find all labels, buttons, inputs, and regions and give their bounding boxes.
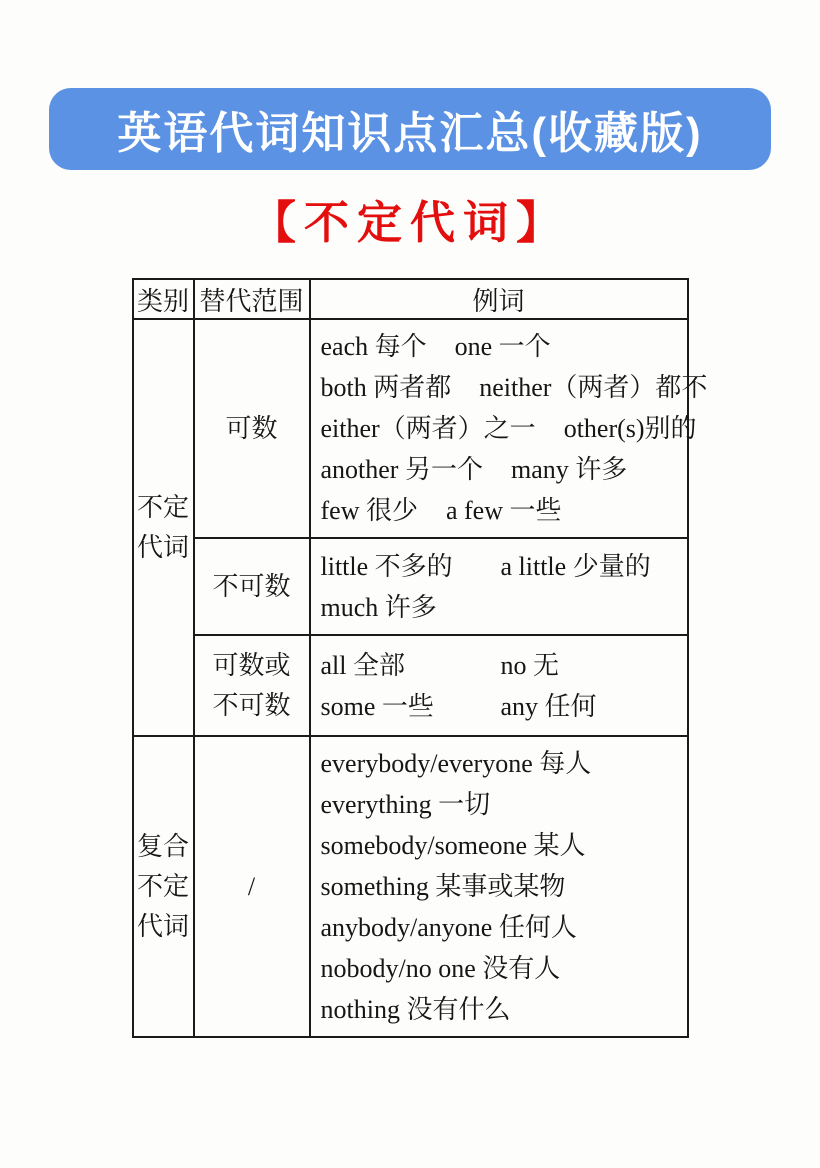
example-word: many 许多 [510, 455, 628, 484]
example-line [320, 367, 708, 408]
example-line [321, 645, 683, 686]
scope-cell-countable [194, 319, 310, 538]
table-row [133, 538, 688, 635]
header-category: 类别 [133, 279, 194, 319]
example-line [321, 743, 683, 784]
category-line: 代词 [136, 911, 189, 941]
scope-line: 可数 [225, 413, 278, 443]
example-word: something 某事或某物 [320, 872, 566, 901]
example-word: one 一个 [454, 332, 551, 361]
scope-cell-both [194, 635, 310, 736]
table-header-row [133, 279, 688, 319]
examples-cell-uncountable [310, 538, 688, 635]
example-word: much 许多 [320, 592, 437, 622]
scope-cell-uncountable [194, 538, 310, 635]
category-cell-compound [133, 736, 194, 1037]
example-line [321, 784, 683, 825]
example-word: another 另一个 [320, 455, 483, 484]
scope-line: 可数或 [212, 650, 291, 680]
indefinite-pronoun-table [132, 278, 708, 1038]
category-cell-indefinite [133, 319, 194, 736]
example-word: neither（两者）都不 [479, 373, 708, 402]
examples-cell-countable [310, 319, 708, 538]
example-word: little 不多的 [320, 551, 453, 581]
example-word: all 全部 [320, 650, 405, 680]
example-line [321, 989, 683, 1030]
scope-line: 不可数 [212, 690, 291, 720]
example-word: each 每个 [320, 332, 427, 361]
example-word: other(s)别的 [563, 414, 697, 443]
category-line: 代词 [136, 532, 189, 562]
example-line [321, 907, 683, 948]
example-line [321, 546, 683, 587]
header-examples: 例词 [310, 279, 688, 319]
example-word: both 两者都 [320, 373, 452, 402]
table-row [133, 319, 688, 538]
table-row [133, 736, 688, 1037]
category-line: 复合 [136, 831, 189, 861]
category-line: 不定 [136, 871, 189, 901]
example-word: nobody/no one 没有人 [320, 954, 561, 983]
title-banner [49, 88, 771, 170]
scope-cell-slash [194, 736, 310, 1037]
example-word: somebody/someone 某人 [320, 831, 586, 860]
header-scope: 替代范围 [194, 279, 310, 319]
example-word: few 很少 [320, 496, 418, 525]
example-line [321, 587, 683, 628]
example-word: a few 一些 [445, 496, 562, 525]
example-word: nothing 没有什么 [320, 995, 511, 1024]
example-word: everything 一切 [320, 790, 491, 819]
example-line [321, 490, 683, 531]
example-line [321, 825, 683, 866]
example-word: either（两者）之一 [320, 414, 536, 443]
scope-line: / [247, 871, 256, 901]
example-word: any 任何 [500, 691, 597, 721]
example-word: anybody/anyone 任何人 [320, 913, 577, 942]
example-line [321, 866, 683, 907]
examples-cell-compound [310, 736, 688, 1037]
banner-title: 英语代词知识点汇总(收藏版) [117, 109, 703, 158]
examples-cell-both [310, 635, 688, 736]
section-title: 【不定代词】 [250, 197, 569, 248]
example-line [321, 326, 683, 367]
example-line [321, 449, 683, 490]
example-word: some 一些 [320, 691, 434, 721]
example-line [321, 948, 683, 989]
scope-line: 不可数 [212, 571, 291, 601]
example-word: everybody/everyone 每人 [320, 749, 592, 778]
example-word: a little 少量的 [500, 551, 651, 581]
example-line [320, 408, 697, 449]
example-word: no 无 [500, 650, 560, 680]
category-line: 不定 [136, 492, 189, 522]
example-line [321, 686, 683, 727]
table-row [133, 635, 688, 736]
